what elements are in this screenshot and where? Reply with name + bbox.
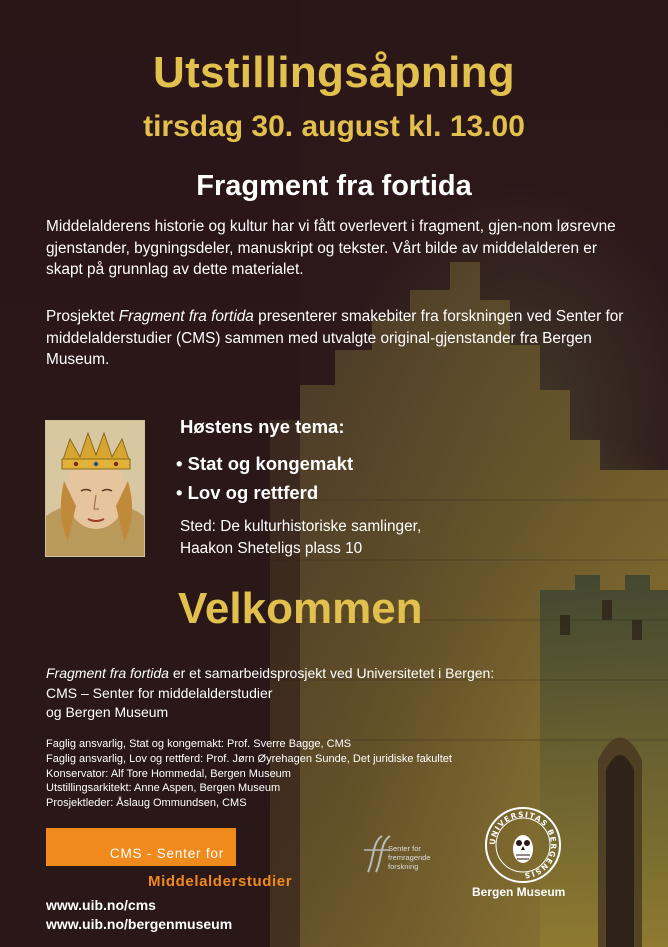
- cms-logo-subtitle: Middelalderstudier: [148, 873, 293, 890]
- credit-line: Faglig ansvarlig, Stat og kongemakt: Prof. Sverre Bagge, CMS: [46, 738, 352, 750]
- theme-item: • Lov og rettferd: [176, 482, 319, 503]
- sff-line-3: forskning: [388, 862, 419, 871]
- collab-line-2: CMS – Senter for middelalderstudier: [46, 684, 273, 701]
- venue-line-2: Haakon Sheteligs plass 10: [180, 540, 363, 557]
- collab-rest: er et samarbeidsprosjekt ved Universitetet i Bergen:: [168, 665, 495, 681]
- sff-logo-text: [388, 844, 431, 871]
- p2-prefix: Prosjektet: [46, 308, 119, 325]
- university-seal-icon: [483, 805, 563, 885]
- link-cms[interactable]: www.uib.no/cms: [46, 897, 156, 913]
- king-portrait-image: [45, 420, 145, 557]
- sff-line-2: fremragende: [388, 853, 431, 862]
- themes-title: Høstens nye tema:: [180, 416, 345, 437]
- collab-line-1: [46, 664, 494, 684]
- credit-line: Utstillingsarkitekt: Anne Aspen, Bergen Museum: [46, 782, 281, 795]
- intro-paragraph-2: [46, 306, 626, 371]
- sff-line-1: Senter for: [388, 844, 421, 853]
- p2-project-name: Fragment fra fortida: [118, 308, 254, 325]
- theme-item: • Stat og kongemakt: [176, 453, 354, 474]
- credit-line: Konservator: Alf Tore Hommedal, Bergen Museum: [46, 767, 291, 780]
- exhibition-datetime: tirsdag 30. august kl. 13.00: [143, 110, 525, 143]
- collab-line-3: og Bergen Museum: [46, 704, 169, 720]
- credit-line: Faglig ansvarlig, Lov og rettferd: Prof. Jørn Øyrehagen Sunde, Det juridiske fakultet: [46, 752, 452, 765]
- intro-paragraph-1: Middelalderens historie og kultur har vi fått overlevert i fragment, gjen-nom løsrevne gjenstander, bygningsdeler, manuskript og tekster. Vårt bilde av middelalderen er skapt på grunnlag av dette materialet.: [46, 218, 616, 278]
- bergen-museum-label: Bergen Museum: [472, 885, 566, 899]
- cms-logo: CMS - Senter for: [46, 828, 236, 866]
- exhibition-subtitle: Fragment fra fortida: [196, 170, 472, 202]
- seal-text: UNIVERSITAS BERGENSIS: [487, 809, 559, 881]
- themes-list: [176, 449, 353, 507]
- collab-project-name: Fragment fra fortida: [46, 665, 169, 681]
- venue: [180, 516, 421, 560]
- venue-line-1: Sted: De kulturhistoriske samlinger,: [180, 518, 422, 535]
- link-bergenmuseum[interactable]: www.uib.no/bergenmuseum: [46, 916, 233, 932]
- exhibition-title: Utstillingsåpning: [153, 48, 515, 97]
- credit-line: Prosjektleder: Åslaug Ommundsen, CMS: [46, 797, 247, 810]
- collaboration-text: [46, 664, 494, 723]
- credits: [46, 737, 452, 811]
- p2-suffix: presenterer smakebiter fra forskningen ved Senter for middelalderstudier (CMS) sammen med utvalgte original-gjenstander fra Bergen Museum.: [46, 308, 624, 368]
- welcome-heading: Velkommen: [178, 584, 423, 633]
